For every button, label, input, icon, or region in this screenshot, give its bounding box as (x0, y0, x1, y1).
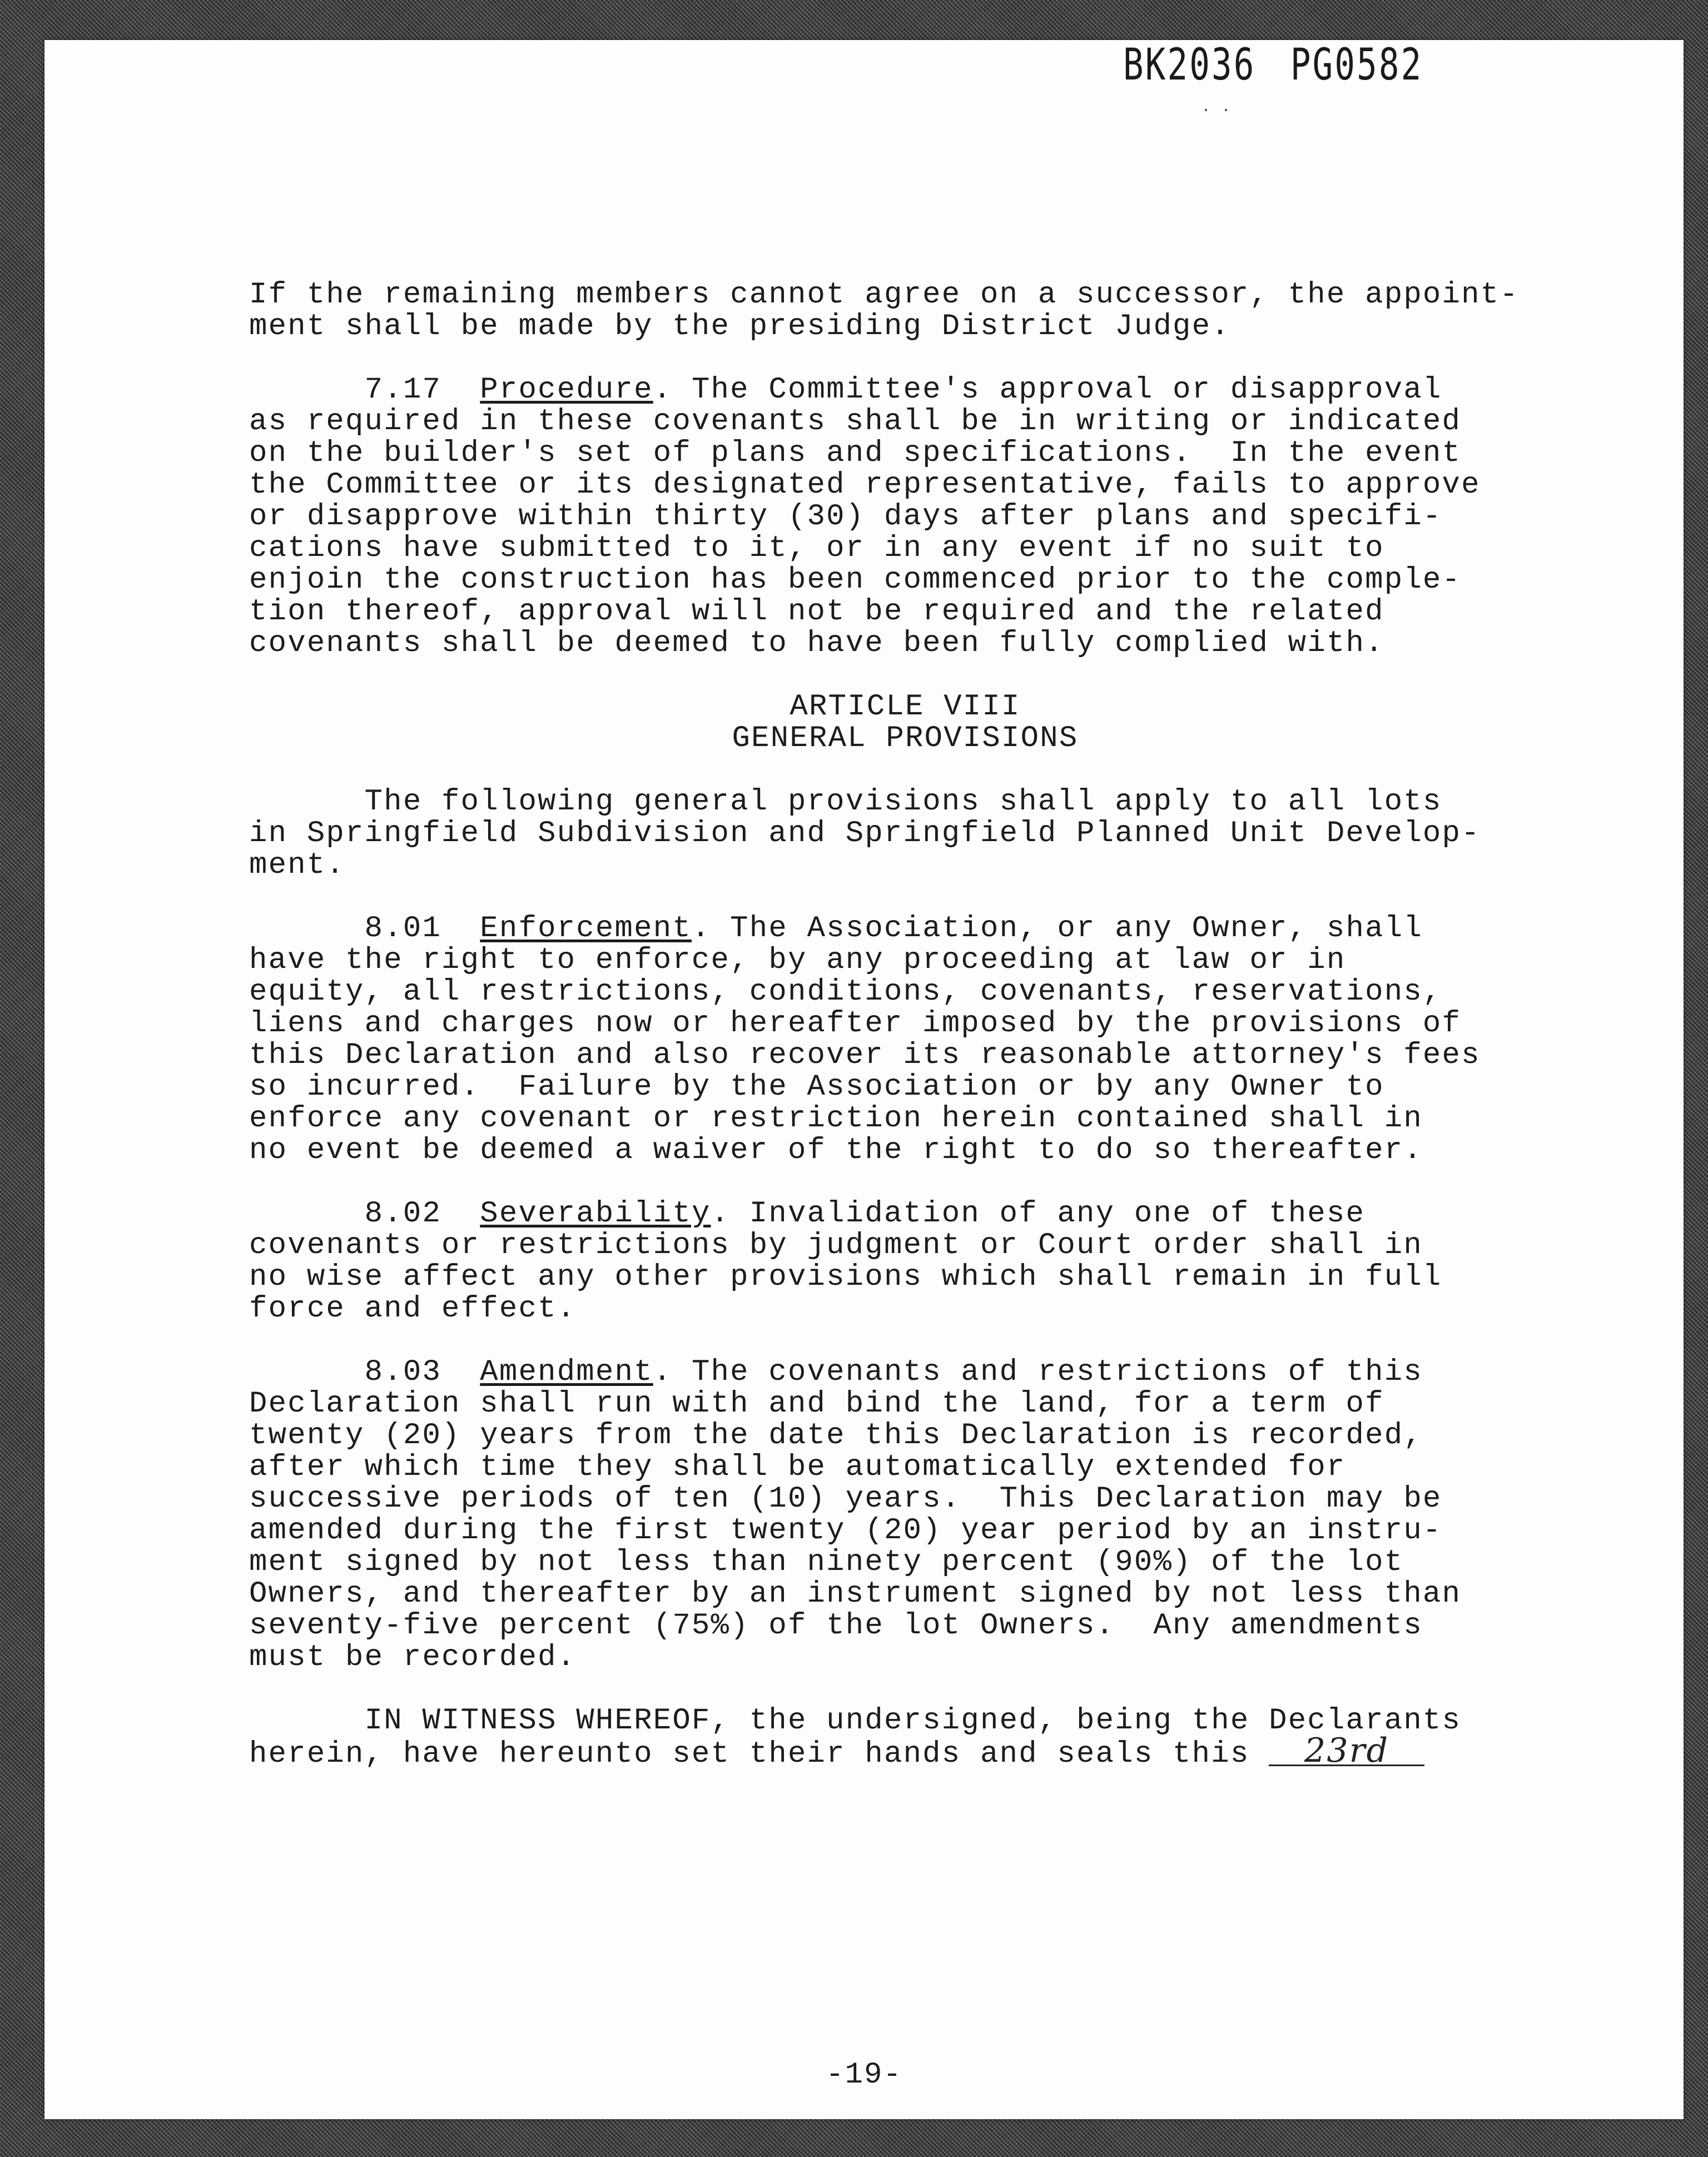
recording-stamp (1123, 40, 1423, 90)
section-8-03 (249, 1356, 1561, 1673)
page-number: -19- (826, 2058, 902, 2092)
section-text: . The Association, or any Owner, shall have the right to enforce, by any proceeding at law or in equity, all restrictions, conditions, covenants, reservations, liens and charges now or hereafter imposed by the provisions of this Declaration and also recover its reasonable attorney's fees so incurred. Failure by the Association or by any Owner to enforce any covenant or restriction herein contained shall in no event be deemed a waiver of the right to do so thereafter. (249, 912, 1481, 1167)
article-title: GENERAL PROVISIONS (732, 722, 1079, 756)
scan-specks: · · (1201, 101, 1232, 120)
paragraph-successor (249, 279, 1561, 342)
section-number: 8.02 (364, 1197, 442, 1231)
section-title: Amendment (480, 1355, 653, 1389)
section-number: 8.03 (364, 1355, 442, 1389)
witness-text: IN WITNESS WHEREOF, the undersigned, being the Declarants herein, have hereunto set their hands and seals this (249, 1704, 1462, 1771)
line-2: ment shall be made by the presiding District Judge. (249, 310, 1230, 344)
section-text: . The Committee's approval or disapproval as required in these covenants shall be in writing or indicated on the builder's set of plans and specifications. In the event the Committee or its designated representative, fails to approve or disapprove within thirty (30) days after plans and specifi- cations have submitted to it, or in any event if no suit to enjoin the construction has been commenced prior to the comple- tion thereof, approval will not be required and the related covenants shall be deemed to have been fully complied with. (249, 373, 1481, 660)
intro-text: The following general provisions shall apply to all lots in Springfield Subdivision and Springfield Planned Unit Develop- ment. (249, 785, 1481, 882)
section-title: Enforcement (480, 912, 692, 946)
section-8-02 (249, 1198, 1561, 1325)
section-number: 8.01 (364, 912, 442, 946)
article-heading (249, 691, 1561, 754)
handwritten-date: 23rd (1269, 1737, 1424, 1766)
section-title: Severability (480, 1197, 711, 1231)
document-page (44, 40, 1684, 2119)
document-body (249, 279, 1561, 1802)
book-number: BK2036 (1123, 40, 1256, 90)
section-title: Procedure (480, 373, 653, 407)
section-8-01 (249, 913, 1561, 1166)
page-reference: PG0582 (1290, 40, 1423, 90)
article-number: ARTICLE VIII (790, 690, 1021, 724)
section-text: . The covenants and restrictions of this Declaration shall run with and bind the land, for a term of twenty (20) years from the date this Declaration is recorded, after which time they shall be automatically extended for successive periods of ten (10) years. This Declaration may be amended during the first twenty (20) year period by an instru- ment signed by not less than ninety percent (90%) of the lot Owners, and thereafter by an instrument signed by not less than seventy-five percent (75%) of the lot Owners. Any amendments must be recorded. (249, 1355, 1462, 1674)
line-1: If the remaining members cannot agree on a successor, the appoint- (249, 278, 1519, 312)
section-text: . Invalidation of any one of these covenants or restrictions by judgment or Court order shall in no wise affect any other provisions which shall remain in full force and effect. (249, 1197, 1442, 1326)
section-number: 7.17 (364, 373, 442, 407)
witness-clause (249, 1705, 1561, 1770)
general-provisions-intro (249, 786, 1561, 881)
section-7-17 (249, 374, 1561, 659)
